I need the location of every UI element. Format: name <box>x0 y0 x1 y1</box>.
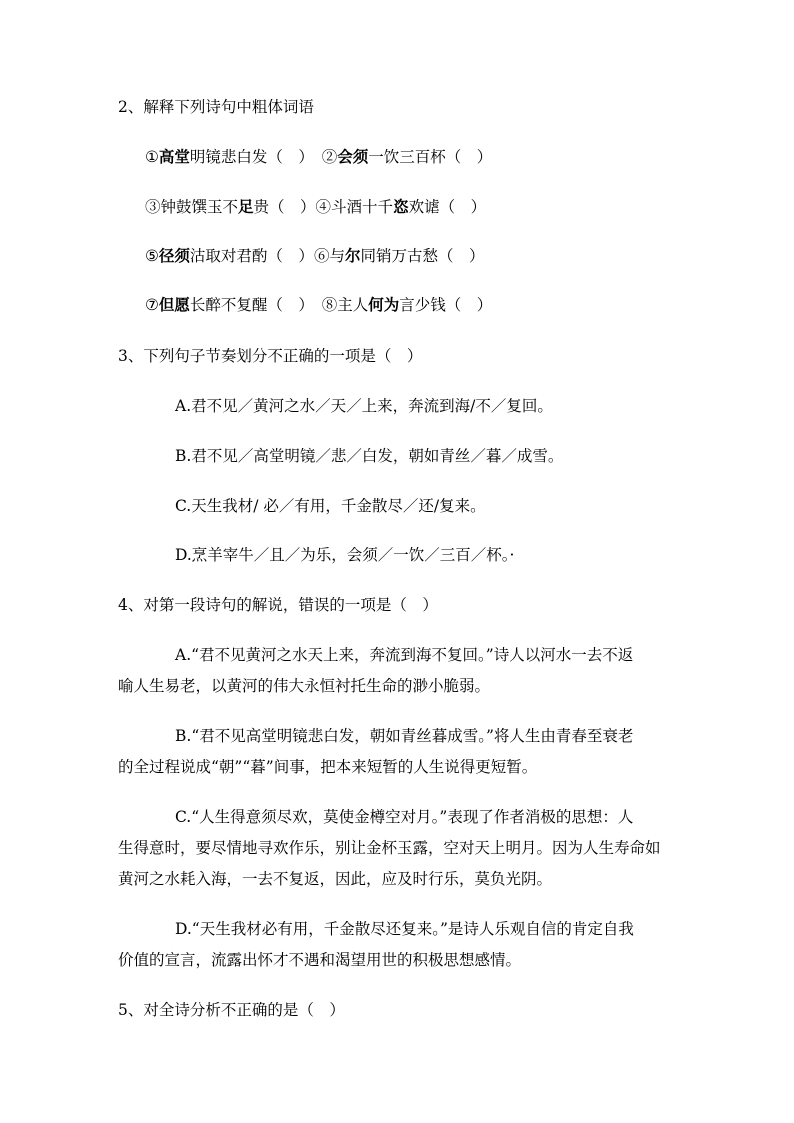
item-4-start: ④斗酒十千 <box>315 198 394 216</box>
bold-term: 何为 <box>368 295 400 314</box>
item-1-rest: 明镜悲白发（ ） <box>189 148 314 166</box>
q2-row-2 <box>145 197 486 217</box>
item-6-start: ⑥与 <box>313 247 345 265</box>
item-2-rest: 一饮三百杯（ ） <box>368 148 493 166</box>
bold-term: 尔 <box>344 246 361 265</box>
q4-option-b-line-1: B.“君不见高堂明镜悲白发，朝如青丝暮成雪。”将人生由青春至衰老 <box>175 727 634 745</box>
item-6-rest: 同销万古愁（ ） <box>360 247 485 265</box>
bold-term: 高堂 <box>158 147 190 166</box>
question-4-title: 4、对第一段诗句的解说，错误的一项是（ ） <box>118 596 438 614</box>
q2-row-4 <box>145 295 492 315</box>
q3-option-d: D.烹羊宰牛／且／为乐，会须／一饮／三百／杯。· <box>175 546 515 564</box>
q4-option-c-line-1: C.“人生得意须尽欢，莫使金樽空对月。”表现了作者消极的思想：人 <box>175 808 634 826</box>
item-3-start: ③钟鼓馔玉不 <box>145 198 239 216</box>
bold-term: 径须 <box>158 246 190 265</box>
q4-option-a-line-1: A.“君不见黄河之水天上来，奔流到海不复回。”诗人以河水一去不返 <box>175 646 634 664</box>
q2-row-3 <box>145 246 484 266</box>
item-4-rest: 欢谑（ ） <box>408 198 487 216</box>
q4-option-c-line-3: 黄河之水耗入海，一去不复返，因此，应及时行乐，莫负光阴。 <box>118 870 553 888</box>
item-7-marker: ⑦ <box>145 296 159 314</box>
item-5-rest: 沽取对君酌（ ） <box>189 247 314 265</box>
question-2-title: 2、解释下列诗句中粗体词语 <box>118 98 314 116</box>
bold-term: 但愿 <box>158 295 190 314</box>
q4-option-a-line-2: 喻人生易老，以黄河的伟大永恒衬托生命的渺小脆弱。 <box>118 677 491 695</box>
item-8-start: ⑧主人 <box>321 296 369 314</box>
bold-term: 恣 <box>393 197 409 216</box>
item-2-marker: ② <box>321 148 338 166</box>
item-3-rest: 贵（ ） <box>253 198 316 216</box>
q2-row-1 <box>145 147 492 167</box>
q4-option-b-line-2: 的全过程说成“朝”“暮”间事，把本来短暂的人生说得更短暂。 <box>118 758 538 776</box>
item-1-marker: ① <box>145 148 159 166</box>
bold-term: 足 <box>238 197 254 216</box>
q3-option-a: A.君不见／黄河之水／天／上来，奔流到海/不／复回。 <box>175 397 553 415</box>
q4-option-c-line-2: 生得意时，要尽情地寻欢作乐，别让金杯玉露，空对天上明月。因为人生寿命如 <box>118 839 661 857</box>
q3-option-b: B.君不见／高堂明镜／悲／白发，朝如青丝／暮／成雪。 <box>175 447 564 465</box>
item-7-rest: 长醉不复醒（ ） <box>189 296 314 314</box>
q4-option-d-line-2: 价值的宣言，流露出怀才不遇和渴望用世的积极思想感情。 <box>118 951 522 969</box>
question-5-title: 5、对全诗分析不正确的是（ ） <box>118 1001 345 1019</box>
q4-option-d-line-1: D.“天生我材必有用，千金散尽还复来。”是诗人乐观自信的肯定自我 <box>175 920 634 938</box>
bold-term: 会须 <box>337 147 369 166</box>
question-3-title: 3、下列句子节奏划分不正确的一项是（ ） <box>118 347 423 365</box>
item-5-marker: ⑤ <box>145 247 159 265</box>
q3-option-c: C.天生我材/ 必／有用，千金散尽／还/复来。 <box>175 497 486 515</box>
item-8-rest: 言少钱（ ） <box>399 296 493 314</box>
